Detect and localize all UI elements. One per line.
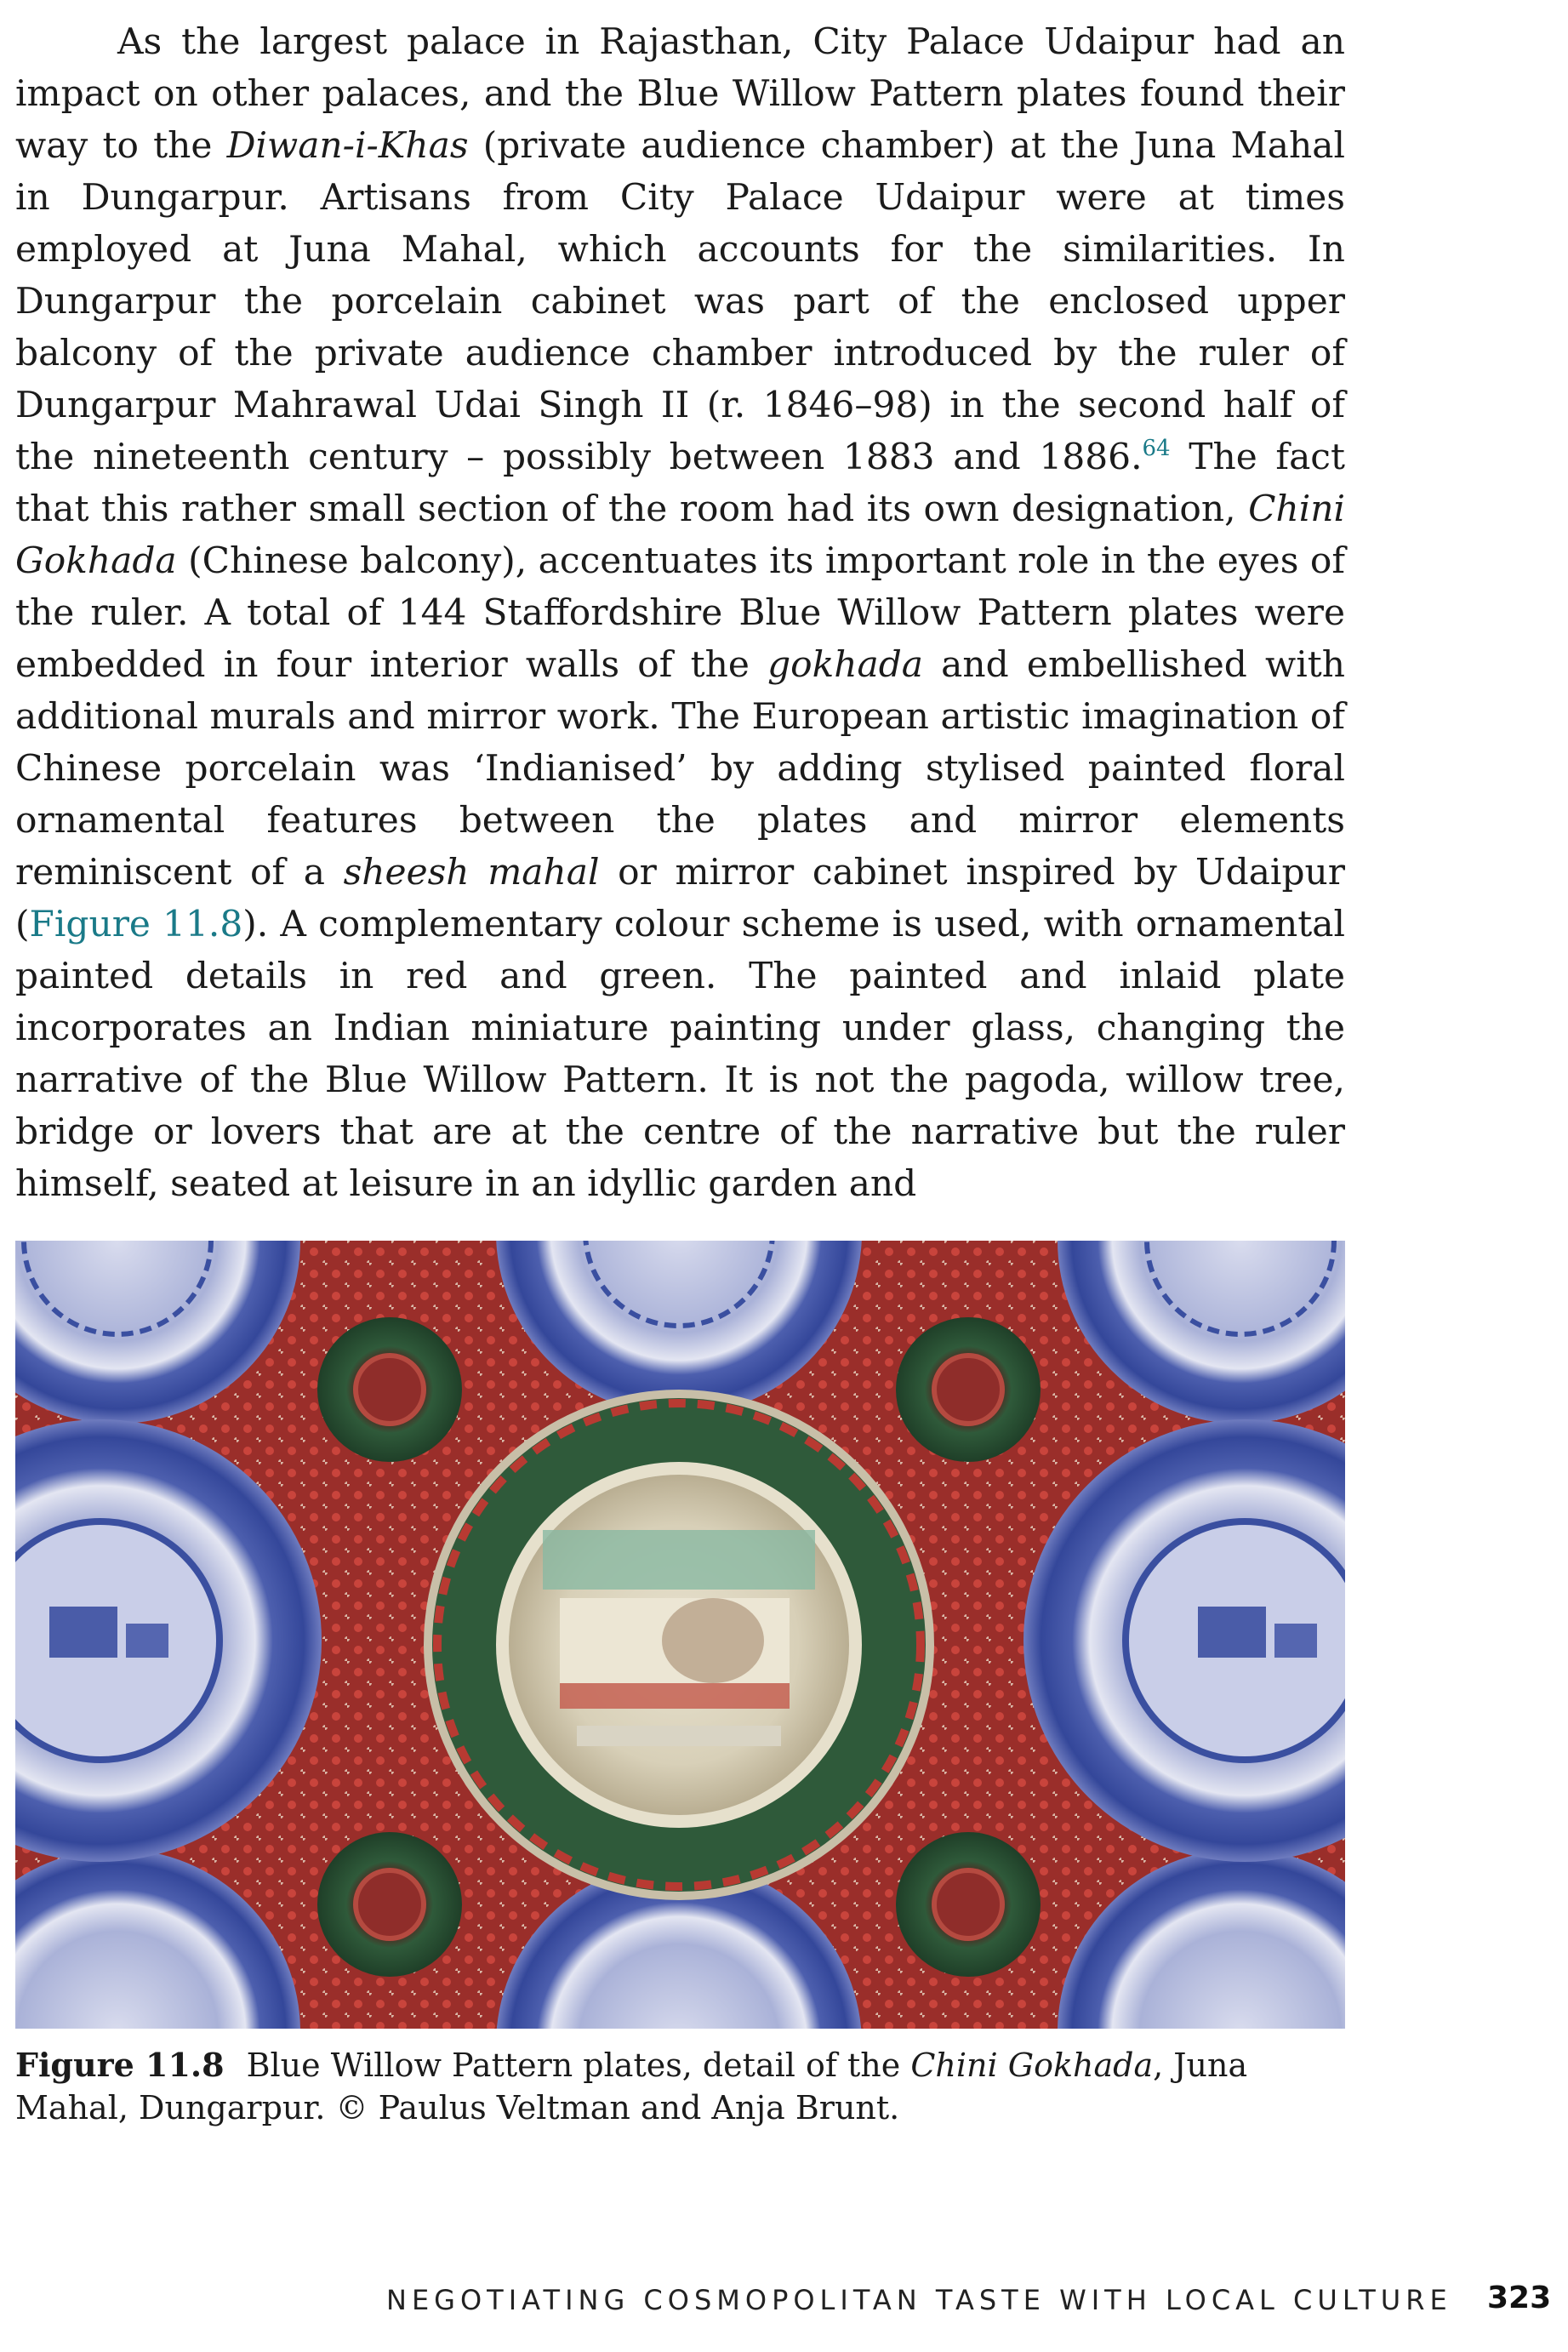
footnote-marker[interactable]: 64 [1142, 436, 1171, 461]
caption-text: , Juna Mahal, Dungarpur. © Paulus Veltman and Anja Brunt. [15, 2047, 1248, 2127]
italic-term-sheesh-mahal: sheesh mahal [343, 851, 600, 893]
figure-reference-link[interactable]: Figure 11.8 [29, 903, 243, 945]
italic-term-diwan-i-khas: Diwan-i-Khas [226, 124, 469, 166]
body-paragraph [15, 15, 1345, 1209]
figure-photo [15, 1241, 1345, 2029]
green-floral-roundel [896, 1317, 1041, 1462]
body-text-segment: (Chinese balcony), accentuates its important role in the eyes of the ruler. A total of 144 Staffordshire Blue Willow Pattern plates were embedded in four interior walls of the [15, 539, 1345, 685]
page-number: 323 [1487, 2281, 1552, 2315]
figure-caption [15, 2044, 1345, 2129]
green-floral-roundel [317, 1317, 462, 1462]
body-text-segment: The fact that this rather small section of the room had its own designation, [15, 436, 1345, 529]
figure-label: Figure 11.8 [15, 2046, 225, 2084]
caption-italic-term: Chini Gokhada [910, 2047, 1154, 2084]
italic-term-chini-gokhada: Chini Gokhada [15, 488, 1345, 581]
running-head: NEGOTIATING COSMOPOLITAN TASTE WITH LOCAL CULTURE [386, 2284, 1452, 2316]
green-floral-roundel [317, 1832, 462, 1977]
body-text-segment: As the largest palace in Rajasthan, City Palace Udaipur had an impact on other palaces, and the Blue Willow Pattern plates found their way to the [15, 20, 1345, 166]
caption-text: Blue Willow Pattern plates, detail of the [246, 2047, 911, 2084]
green-floral-roundel [896, 1832, 1041, 1977]
body-text-segment: and embellished with additional murals and mirror work. The European artistic imagination of Chinese porcelain was ‘Indianised’ by adding stylised painted floral ornamental features between the plates and mirror elements reminiscent of a [15, 643, 1345, 893]
blue-willow-plates-photo [15, 1241, 1345, 2029]
body-text-segment: (private audience chamber) at the Juna Mahal in Dungarpur. Artisans from City Palace Udaipur were at times employed at Juna Mahal, which accounts for the similarities. In Dungarpur the porcelain cabinet was part of the enclosed upper balcony of the private audience chamber introduced by the ruler of Dungarpur Mahrawal Udai Singh II (r. 1846–98) in the second half of the nineteenth century – possibly between 1883 and 1886. [15, 124, 1345, 477]
body-text-segment: or mirror cabinet inspired by Udaipur ( [15, 851, 1345, 945]
body-text-segment: ). A complementary colour scheme is used, with ornamental painted details in red and green. The painted and inlaid plate incorporates an Indian miniature painting under glass, changing the narrative of the Blue Willow Pattern. It is not the pagoda, willow tree, bridge or lovers that are at the centre of the narrative but the ruler himself, seated at leisure in an idyllic garden and [15, 903, 1345, 1204]
italic-term-gokhada: gokhada [767, 643, 923, 685]
